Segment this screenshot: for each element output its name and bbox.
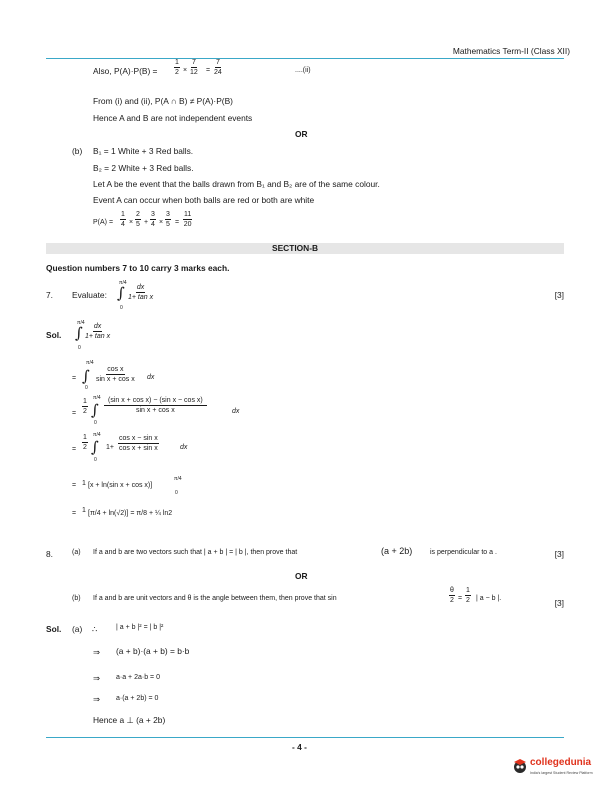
integral-lower: 0	[85, 385, 88, 391]
b1-text: B₁ = 1 White + 3 Red balls.	[93, 146, 194, 156]
sol-label: Sol.	[46, 330, 62, 340]
dx: dx	[147, 374, 155, 381]
fraction: $\frac{\text{(sin x + cos x) − (sin x − cos x)}}{\text{sin x + cos x}}$	[104, 397, 207, 414]
integral-lower: 0	[94, 457, 97, 463]
integral-icon: ∫	[82, 367, 90, 385]
sol-label: Sol.	[46, 624, 62, 634]
integral-icon: ∫	[91, 438, 99, 456]
footer-rule	[46, 737, 564, 738]
coef: 1	[82, 507, 86, 514]
question-end: is perpendicular to a .	[430, 549, 497, 556]
one-plus: 1+	[106, 444, 114, 451]
step-line: a·(a + 2b) = 0	[116, 695, 159, 702]
or-label: OR	[295, 129, 308, 139]
equation-label: ....(ii)	[295, 67, 311, 74]
a-paren: (a + 2b)	[381, 546, 413, 556]
operator: ×	[129, 219, 134, 226]
operator: ×	[183, 67, 188, 74]
integral-icon: ∫	[117, 284, 125, 302]
fraction: $\frac{1}{2}$	[466, 587, 470, 604]
fraction: $\frac{3}{5}$	[166, 211, 170, 228]
pa-label: P(A) =	[93, 219, 114, 226]
integral-upper: π/4	[93, 395, 101, 401]
from-text: From (i) and (ii), P(A ∩ B) ≠ P(A)·P(B)	[93, 96, 233, 106]
operator: =	[206, 67, 211, 74]
fraction: $\frac{dx}{\text{1+ tan x}}$	[128, 284, 154, 301]
integral-upper: π/4	[93, 432, 101, 438]
part-label: (b)	[72, 146, 83, 156]
marks: [3]	[554, 290, 564, 300]
question-text: If a and b are unit vectors and θ is the angle between them, then prove that sin	[93, 595, 337, 602]
integral-lower: 0	[78, 345, 81, 351]
part-label: (b)	[72, 595, 81, 602]
fraction: $\frac{2}{5}$	[136, 211, 140, 228]
part-label: (a)	[72, 549, 81, 556]
step-line: (a + b)·(a + b) = b·b	[116, 646, 190, 656]
therefore-symbol: ∴	[92, 624, 98, 634]
integral-upper: π/4	[119, 280, 127, 286]
fraction: $\frac{1}{2}$	[83, 434, 87, 451]
integral-upper: π/4	[77, 320, 85, 326]
section-title: SECTION-B	[272, 243, 319, 253]
limit-upper: π/4	[174, 476, 182, 482]
occur-text: Event A can occur when both balls are red or both are white	[93, 195, 315, 205]
fraction: $\frac{\text{cos x − sin x}}{\text{cos x + sin x}}$	[119, 435, 158, 452]
page-number: - 4 -	[292, 742, 307, 752]
question-end: | a − b |.	[476, 595, 502, 602]
or-label: OR	[295, 571, 308, 581]
operator: ×	[159, 219, 164, 226]
marks: [3]	[554, 598, 564, 608]
arrow-icon: ⇒	[93, 647, 101, 657]
limit-lower: 0	[175, 490, 178, 496]
part-label: (a)	[72, 624, 83, 634]
operator: =	[175, 219, 180, 226]
integral-icon: ∫	[91, 401, 99, 419]
b2-text: B₂ = 2 White + 3 Red balls.	[93, 163, 194, 173]
hence-text: Hence a ⊥ (a + 2b)	[93, 715, 166, 725]
step-line: a·a + 2a·b = 0	[116, 674, 160, 681]
equals: =	[72, 482, 77, 489]
fraction: $\frac{\theta}{2}$	[450, 587, 454, 604]
step-text: [x + ln(sin x + cos x)]	[88, 482, 153, 489]
question-number: 7.	[46, 290, 53, 300]
brand-name: collegedunia	[530, 757, 592, 768]
question-prompt: Evaluate:	[72, 290, 107, 300]
arrow-icon: ⇒	[93, 694, 101, 704]
operator: +	[144, 219, 149, 226]
also-text: Also, P(A)·P(B) =	[93, 66, 158, 76]
dx: dx	[232, 408, 240, 415]
header-rule	[46, 58, 564, 59]
integral-upper: π/4	[86, 360, 94, 366]
integral-icon: ∫	[75, 324, 83, 342]
fraction: $\frac{11}{20}$	[183, 211, 192, 228]
fraction: $\frac{\text{cos x}}{\text{sin x + cos x}}$	[96, 366, 135, 383]
graduate-logo-icon	[512, 758, 528, 774]
fraction: $\frac{dx}{\text{1+ tan x}}$	[85, 323, 111, 340]
equals: =	[72, 375, 77, 382]
fraction: $\frac{1}{2}$	[175, 59, 179, 76]
equals: =	[72, 410, 77, 417]
coef: 1	[82, 480, 86, 487]
fraction: $\frac{7}{24}$	[214, 59, 222, 76]
question-number: 8.	[46, 549, 53, 559]
step-line: | a + b |² = | b |²	[116, 624, 164, 631]
fraction: $\frac{3}{4}$	[151, 211, 155, 228]
event-text: Let A be the event that the balls drawn from B₁ and B₂ are of the same colour.	[93, 179, 380, 189]
brand-tagline: India's largest Student Review Platform	[530, 771, 593, 775]
question-text: If a and b are two vectors such that | a + b | = | b |, then prove that	[93, 549, 298, 556]
instructions: Question numbers 7 to 10 carry 3 marks each.	[46, 263, 230, 273]
dx: dx	[180, 444, 188, 451]
step-text: [π/4 + ln(√2)] = π/8 + ¼ ln2	[88, 510, 173, 517]
hence-text: Hence A and B are not independent events	[93, 113, 253, 123]
fraction: $\frac{1}{2}$	[83, 398, 87, 415]
marks: [3]	[554, 549, 564, 559]
integral-lower: 0	[120, 305, 123, 311]
arrow-icon: ⇒	[93, 673, 101, 683]
equals: =	[72, 510, 77, 517]
fraction: $\frac{1}{4}$	[121, 211, 125, 228]
equals: =	[72, 446, 77, 453]
header-title: Mathematics Term-II (Class XII)	[452, 46, 570, 56]
equals: =	[458, 595, 463, 602]
fraction: $\frac{7}{12}$	[190, 59, 198, 76]
integral-lower: 0	[94, 420, 97, 426]
